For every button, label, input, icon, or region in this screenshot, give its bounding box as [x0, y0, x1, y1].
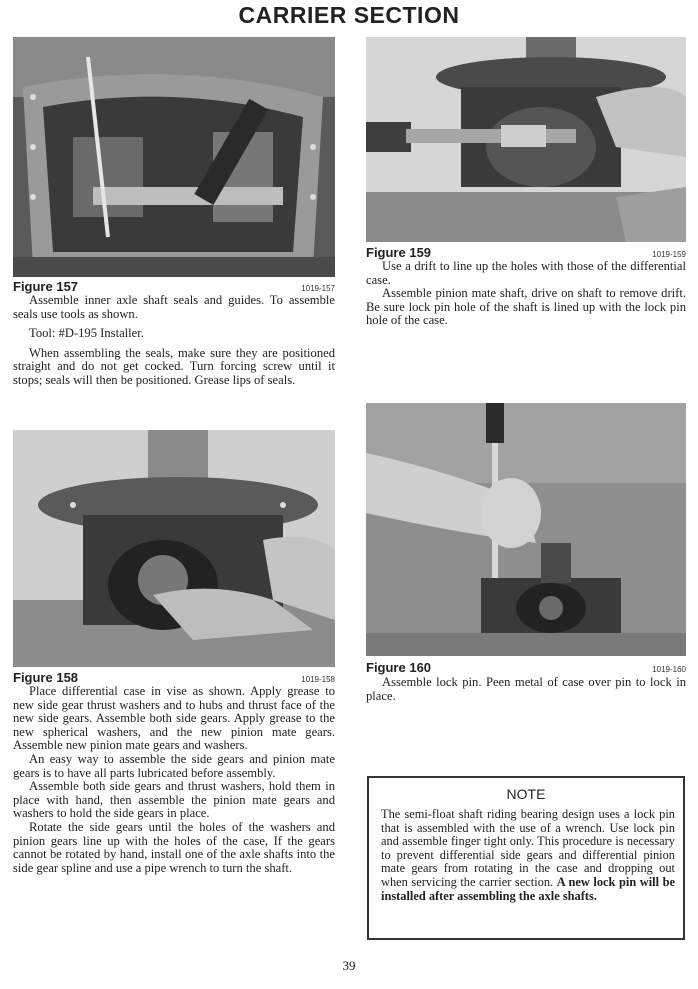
paragraph: Place differential case in vise as shown. Apply grease to new side gear thrust washers and to hubs and thrust face of the new side gears. Assemble both side gears. Apply grease to the new spherical washers, and the new pinion mate gears. Assemble new pinion mate gears and washers. [13, 684, 335, 753]
figure-157-label: Figure 157 [13, 279, 79, 294]
paragraph: Assemble lock pin. Peen metal of case over pin to lock in place. [366, 675, 686, 703]
figure-157-photo [13, 37, 335, 277]
figure-160-photo [366, 403, 686, 656]
paragraph: Tool: #D-195 Installer. [29, 326, 144, 341]
figure-159-caption [366, 245, 686, 260]
figure-160-caption [366, 660, 686, 675]
note-text: The semi-float shaft riding bearing design uses a lock pin that is assembled with the use of a wrench. Use lock pin and assemble finger tight only. This procedure is necessary to prevent differential side gears and differential pinion mate gears from rotating in the case and dropping out when servicing the carrier section. [381, 807, 675, 889]
paragraph: An easy way to assemble the side gears and pinion mate gears is to have all parts lubricated before assembly. [13, 751, 335, 780]
paragraph: When assembling the seals, make sure they are positioned straight and do not get cocked. Turn forcing screw until it stops; seals will then be positioned. Grease lips of seals. [13, 345, 335, 387]
figure-159-photo [366, 37, 686, 242]
figure-158-caption [13, 670, 335, 685]
paragraph: Rotate the side gears until the holes of the washers and pinion gears line up with the holes of the case, If the gears cannot be rotated by hand, install one of the axle shafts into the side gear spline and use a pipe wrench to turn the shaft. [13, 819, 335, 875]
note-title: NOTE [506, 786, 546, 802]
note-box [367, 776, 685, 940]
figure-160-label: Figure 160 [366, 660, 432, 675]
figure-160-text [366, 676, 686, 703]
paragraph: Assemble pinion mate shaft, drive on shaft to remove drift. Be sure lock pin hole of the shaft is lined up with the lock pin hole of the case. [366, 286, 686, 328]
paragraph: Assemble both side gears and thrust washers, hold them in place with hand, then assemble the pinion mate gears and washers to hold the side gears in place. [13, 779, 335, 821]
page-title: CARRIER SECTION [238, 2, 460, 28]
figure-158-text [13, 685, 335, 875]
paragraph: Assemble inner axle shaft seals and guides. To assemble seals use tools as shown. [13, 293, 335, 321]
figure-157-code: 1019-157 [301, 284, 335, 293]
figure-159-text [366, 260, 686, 328]
paragraph: Use a drift to line up the holes with those of the differential case. [366, 259, 686, 287]
figure-159-label: Figure 159 [366, 245, 432, 260]
note-bold-text: A new lock pin will be installed after assembling the axle shafts. [381, 874, 675, 903]
figure-157-text [13, 294, 335, 388]
figure-158-code: 1019-158 [301, 675, 335, 684]
figure-158-label: Figure 158 [13, 670, 79, 685]
note-body [381, 808, 675, 903]
figure-158-photo [13, 430, 335, 667]
page-number: 39 [342, 958, 356, 973]
figure-159-code: 1019-159 [652, 250, 686, 259]
figure-160-code: 1019-160 [652, 665, 686, 674]
figure-157-caption [13, 279, 335, 294]
